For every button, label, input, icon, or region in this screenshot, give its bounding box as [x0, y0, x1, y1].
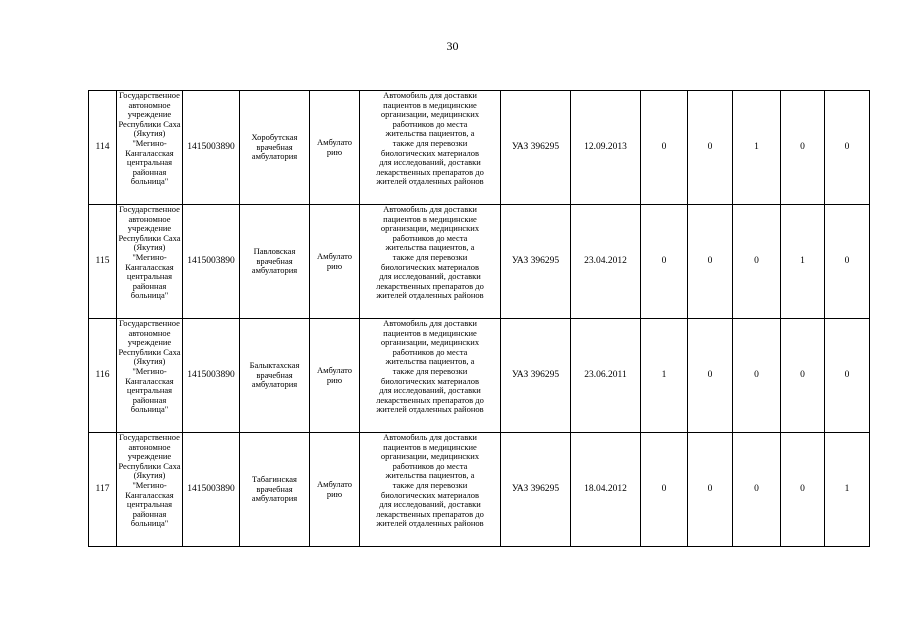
subdivision-cell [240, 205, 310, 319]
value-cell-1: 0 [641, 433, 688, 547]
value-cell-5: 1 [825, 433, 870, 547]
row-number-cell: 114 [89, 91, 117, 205]
row-number-cell: 116 [89, 319, 117, 433]
value-cell-1: 0 [641, 91, 688, 205]
value-cell-5: 0 [825, 91, 870, 205]
organization-cell [117, 433, 183, 547]
date-cell: 23.04.2012 [571, 205, 641, 319]
page-number: 30 [446, 39, 459, 53]
purpose-text: Автомобиль для доставки пациентов в медицинские организации, медицинских работников до места жительства пациентов, а также для перевозки биологических материалов для исследований, доставки лекарственных препаратов до жителей отдаленных районов [376, 90, 484, 187]
date-cell: 12.09.2013 [571, 91, 641, 205]
facility-type-cell [310, 319, 360, 433]
subdivision-cell [240, 91, 310, 205]
value-cell-2: 0 [688, 91, 733, 205]
value-cell-4: 0 [781, 91, 825, 205]
organization-name: Государственное автономное учреждение Республики Саха (Якутия) "Мегино- Кангаласская центральная районная больница" [118, 204, 181, 301]
vehicle-model-cell: УАЗ 396295 [501, 205, 571, 319]
value-cell-3: 0 [733, 319, 781, 433]
purpose-text: Автомобиль для доставки пациентов в медицинские организации, медицинских работников до места жительства пациентов, а также для перевозки биологических материалов для исследований, доставки лекарственных препаратов до жителей отдаленных районов [376, 318, 484, 415]
purpose-cell [360, 91, 501, 205]
vehicle-registry-table [88, 90, 870, 547]
facility-type-cell [310, 91, 360, 205]
purpose-cell [360, 433, 501, 547]
value-cell-2: 0 [688, 433, 733, 547]
value-cell-3: 1 [733, 91, 781, 205]
value-cell-1: 0 [641, 205, 688, 319]
facility-type-cell [310, 433, 360, 547]
value-cell-4: 0 [781, 433, 825, 547]
facility-type-cell [310, 205, 360, 319]
table-row [89, 205, 870, 319]
value-cell-4: 1 [781, 205, 825, 319]
value-cell-2: 0 [688, 205, 733, 319]
purpose-cell [360, 319, 501, 433]
value-cell-5: 0 [825, 319, 870, 433]
organization-name: Государственное автономное учреждение Республики Саха (Якутия) "Мегино- Кангаласская центральная районная больница" [118, 432, 181, 529]
facility-type: Амбулато рию [316, 136, 353, 157]
purpose-cell [360, 205, 501, 319]
value-cell-2: 0 [688, 319, 733, 433]
organization-cell [117, 91, 183, 205]
facility-type: Амбулато рию [316, 364, 353, 385]
purpose-text: Автомобиль для доставки пациентов в медицинские организации, медицинских работников до места жительства пациентов, а также для перевозки биологических материалов для исследований, доставки лекарственных препаратов до жителей отдаленных районов [376, 432, 484, 529]
vehicle-model-cell: УАЗ 396295 [501, 91, 571, 205]
inn-cell: 1415003890 [183, 319, 240, 433]
table-row [89, 433, 870, 547]
inn-cell: 1415003890 [183, 205, 240, 319]
subdivision-name: Табагинская врачебная амбулатория [251, 474, 298, 504]
date-cell: 18.04.2012 [571, 433, 641, 547]
subdivision-name: Павловская врачебная амбулатория [251, 246, 298, 276]
value-cell-1: 1 [641, 319, 688, 433]
date-cell: 23.06.2011 [571, 319, 641, 433]
organization-cell [117, 319, 183, 433]
organization-name: Государственное автономное учреждение Республики Саха (Якутия) "Мегино- Кангаласская центральная районная больница" [118, 318, 181, 415]
organization-name: Государственное автономное учреждение Республики Саха (Якутия) "Мегино- Кангаласская центральная районная больница" [118, 90, 181, 187]
table-row [89, 91, 870, 205]
purpose-text: Автомобиль для доставки пациентов в медицинские организации, медицинских работников до места жительства пациентов, а также для перевозки биологических материалов для исследований, доставки лекарственных препаратов до жителей отдаленных районов [376, 204, 484, 301]
subdivision-name: Хоробутская врачебная амбулатория [251, 132, 298, 162]
inn-cell: 1415003890 [183, 91, 240, 205]
value-cell-5: 0 [825, 205, 870, 319]
facility-type: Амбулато рию [316, 478, 353, 499]
table-row [89, 319, 870, 433]
inn-cell: 1415003890 [183, 433, 240, 547]
facility-type: Амбулато рию [316, 250, 353, 271]
vehicle-model-cell: УАЗ 396295 [501, 319, 571, 433]
row-number-cell: 115 [89, 205, 117, 319]
organization-cell [117, 205, 183, 319]
subdivision-name: Балыктахская врачебная амбулатория [249, 360, 300, 390]
value-cell-4: 0 [781, 319, 825, 433]
vehicle-model-cell: УАЗ 396295 [501, 433, 571, 547]
row-number-cell: 117 [89, 433, 117, 547]
value-cell-3: 0 [733, 205, 781, 319]
subdivision-cell [240, 433, 310, 547]
subdivision-cell [240, 319, 310, 433]
value-cell-3: 0 [733, 433, 781, 547]
